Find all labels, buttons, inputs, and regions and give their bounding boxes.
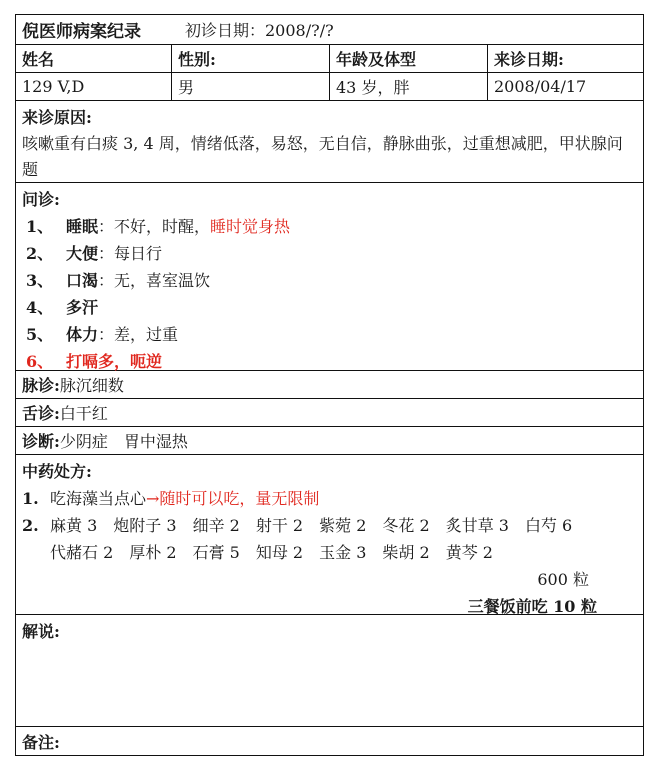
inquiry-item (22, 213, 637, 240)
visit-reason-label: 来诊原因: (22, 108, 92, 127)
inquiry-item-number: 6、 (26, 352, 54, 371)
info-label-row (16, 45, 643, 73)
inquiry-item-text: 无，喜室温饮 (114, 271, 211, 290)
prescription-line-2 (22, 512, 637, 566)
inquiry-section (16, 183, 643, 371)
prescription-line-1 (22, 485, 637, 512)
explanation-section (16, 615, 643, 727)
herb-item: 知母 2 (255, 543, 304, 562)
prescription-label: 中药处方: (22, 462, 92, 481)
herb-item: 麻黄 3 (50, 516, 98, 535)
inquiry-item-key: 体力 (66, 325, 99, 344)
diagnosis-label: 诊断: (22, 432, 60, 451)
inquiry-item-sep: ： (98, 325, 115, 344)
inquiry-label: 问诊: (22, 190, 60, 209)
pulse-section (16, 371, 643, 399)
record-header (16, 15, 643, 45)
inquiry-item-text: 差，过重 (114, 325, 179, 344)
inquiry-item-key: 多汗 (66, 298, 99, 317)
herb-item: 紫菀 2 (319, 516, 367, 535)
herb-list (50, 512, 610, 566)
inquiry-item-key: 口渴 (66, 271, 99, 290)
herb-item: 细辛 2 (192, 516, 240, 535)
age-value: 43 岁，胖 (330, 73, 488, 100)
prescription-line-1-highlight: 随时可以吃，量无限制 (159, 489, 320, 508)
sex-label: 性别: (172, 45, 330, 72)
inquiry-item-number: 4、 (26, 298, 54, 317)
inquiry-item-key: 睡眠 (66, 217, 99, 236)
inquiry-item (22, 267, 637, 294)
remarks-label: 备注: (22, 732, 60, 752)
tongue-text: 白干红 (59, 404, 108, 423)
herb-item: 炮附子 3 (113, 516, 177, 535)
inquiry-item-sep: ： (98, 244, 115, 263)
inquiry-item (22, 321, 637, 348)
inquiry-item-sep: ： (98, 217, 115, 236)
herb-item: 黄芩 2 (445, 543, 493, 562)
inquiry-item-text: 每日行 (114, 244, 163, 263)
age-label: 年龄及体型 (330, 45, 488, 72)
visit-date-label: 来诊日期: (494, 50, 564, 69)
herb-item: 石膏 5 (192, 543, 240, 562)
herb-item: 射干 2 (255, 516, 304, 535)
inquiry-item-number: 3、 (26, 271, 54, 290)
prescription-line-1-text: 吃海藻当点心 (50, 489, 147, 508)
tongue-section (16, 399, 643, 427)
visit-date-value: 2008/04/17 (494, 77, 587, 96)
herb-item: 炙甘草 3 (445, 516, 509, 535)
inquiry-item-highlight: 睡时觉身热 (210, 217, 291, 236)
pulse-text: 脉沉细数 (59, 376, 124, 395)
sex-value: 男 (172, 73, 330, 100)
inquiry-item-key: 打嗝多，呃逆 (66, 352, 163, 371)
inquiry-item-sep: ： (98, 271, 115, 290)
inquiry-item-text: 不好，时醒， (114, 217, 211, 236)
prescription-number: 2. (22, 516, 39, 535)
herb-item: 玉金 3 (319, 543, 367, 562)
info-value-row (16, 73, 643, 101)
visit-reason-text: 咳嗽重有白痰 3, 4 周，情绪低落，易怒，无自信，静脉曲张，过重想减肥，甲状腺问题 (22, 134, 623, 179)
herb-item: 柴胡 2 (382, 543, 430, 562)
inquiry-item-number: 2、 (26, 244, 54, 263)
pulse-label: 脉诊: (22, 376, 60, 395)
explanation-label: 解说: (22, 622, 60, 641)
prescription-section (16, 455, 643, 615)
first-visit-date: 初诊日期：2008/?/? (185, 21, 334, 40)
visit-reason-section (16, 101, 643, 183)
remarks-section (16, 727, 643, 755)
medical-record-form (15, 14, 644, 756)
name-label: 姓名 (16, 45, 172, 72)
inquiry-item (22, 294, 637, 321)
prescription-dosage: 三餐饭前吃 10 粒 (467, 597, 597, 616)
herb-item: 白芍 6 (524, 516, 573, 535)
herb-item: 厚朴 2 (129, 543, 177, 562)
prescription-number: 1. (22, 489, 39, 508)
tongue-label: 舌诊: (22, 404, 60, 423)
record-title: 倪医师病案纪录 (22, 22, 141, 42)
diagnosis-section (16, 427, 643, 455)
diagnosis-text: 少阴症 胃中湿热 (59, 432, 188, 451)
inquiry-item-key: 大便 (66, 244, 99, 263)
herb-item: 冬花 2 (382, 516, 430, 535)
name-value: 129 V,D (16, 73, 172, 100)
herb-item: 代赭石 2 (50, 543, 114, 562)
prescription-quantity: 600 粒 (537, 570, 589, 589)
inquiry-item-number: 5、 (26, 325, 54, 344)
inquiry-item (22, 240, 637, 267)
inquiry-item-number: 1、 (26, 217, 54, 236)
arrow-icon: → (146, 489, 160, 508)
